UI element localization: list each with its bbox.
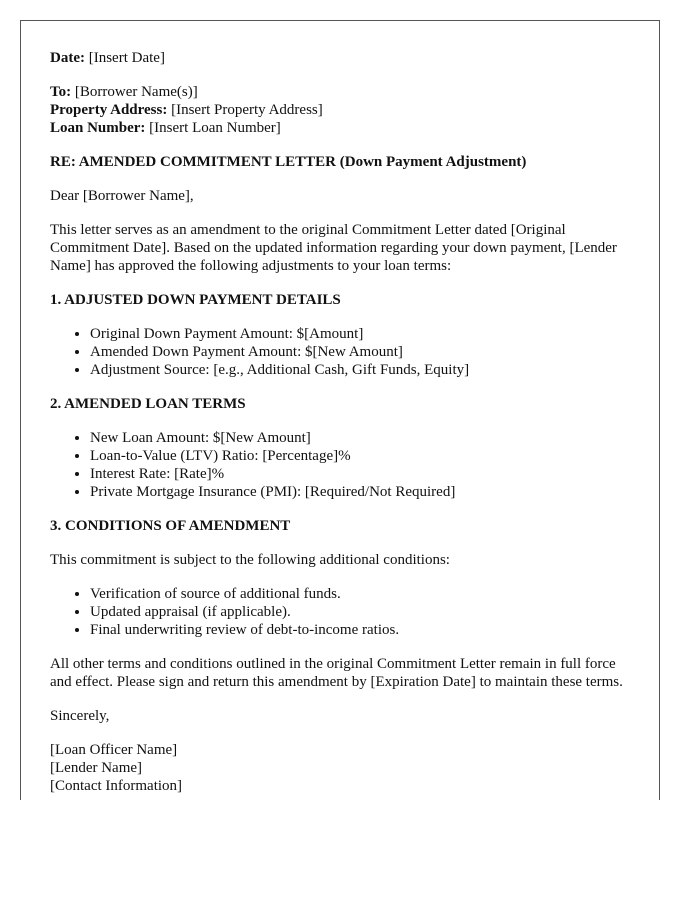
property-line	[50, 101, 631, 119]
list-item: • Interest Rate: [Rate]%	[90, 465, 631, 483]
loan-number-value: [Insert Loan Number]	[149, 120, 281, 136]
loan-terms-list	[50, 429, 631, 501]
list-item: • Final underwriting review of debt-to-income ratios.	[90, 621, 631, 639]
list-item: • Amended Down Payment Amount: $[New Amount]	[90, 343, 631, 361]
subject-line	[50, 153, 631, 171]
date-label: Date:	[50, 50, 85, 66]
salutation: Dear [Borrower Name],	[50, 188, 194, 204]
date-value: [Insert Date]	[88, 50, 165, 66]
section-heading-loan-terms: 2. AMENDED LOAN TERMS	[50, 396, 246, 412]
list-item: • Updated appraisal (if applicable).	[90, 603, 631, 621]
signature-block	[50, 741, 631, 795]
conditions-list	[50, 585, 631, 639]
contact-information: [Contact Information]	[50, 778, 183, 794]
property-label: Property Address:	[50, 102, 168, 118]
list-item: • Verification of source of additional funds.	[90, 585, 631, 603]
loan-officer-name: [Loan Officer Name]	[50, 742, 178, 758]
intro-paragraph: This letter serves as an amendment to the original Commitment Letter dated [Original Commitment Date]. Based on the updated information regarding your down payment, [Lender Name] has approved the following adjustments to your loan terms:	[50, 222, 617, 274]
section-heading-down-payment: 1. ADJUSTED DOWN PAYMENT DETAILS	[50, 292, 341, 308]
list-item: • Private Mortgage Insurance (PMI): [Required/Not Required]	[90, 483, 631, 501]
down-payment-list	[50, 325, 631, 379]
letter-page	[20, 20, 660, 800]
loan-number-label: Loan Number:	[50, 120, 146, 136]
to-value: [Borrower Name(s)]	[74, 84, 198, 100]
address-block	[50, 83, 631, 137]
to-line	[50, 83, 631, 101]
list-item: • Adjustment Source: [e.g., Additional Cash, Gift Funds, Equity]	[90, 361, 631, 379]
loan-number-line	[50, 119, 631, 137]
closing-paragraph: All other terms and conditions outlined in the original Commitment Letter remain in full force and effect. Please sign and return this amendment by [Expiration Date] to maintain these terms.	[50, 656, 623, 690]
conditions-intro: This commitment is subject to the following additional conditions:	[50, 552, 450, 568]
list-item: • Loan-to-Value (LTV) Ratio: [Percentage]%	[90, 447, 631, 465]
lender-name: [Lender Name]	[50, 760, 143, 776]
subject-text: RE: AMENDED COMMITMENT LETTER (Down Payment Adjustment)	[50, 154, 527, 170]
date-line	[50, 49, 631, 67]
to-label: To:	[50, 84, 72, 100]
list-item: • New Loan Amount: $[New Amount]	[90, 429, 631, 447]
section-heading-conditions: 3. CONDITIONS OF AMENDMENT	[50, 518, 291, 534]
signoff: Sincerely,	[50, 708, 110, 724]
property-value: [Insert Property Address]	[171, 102, 323, 118]
list-item: • Original Down Payment Amount: $[Amount]	[90, 325, 631, 343]
